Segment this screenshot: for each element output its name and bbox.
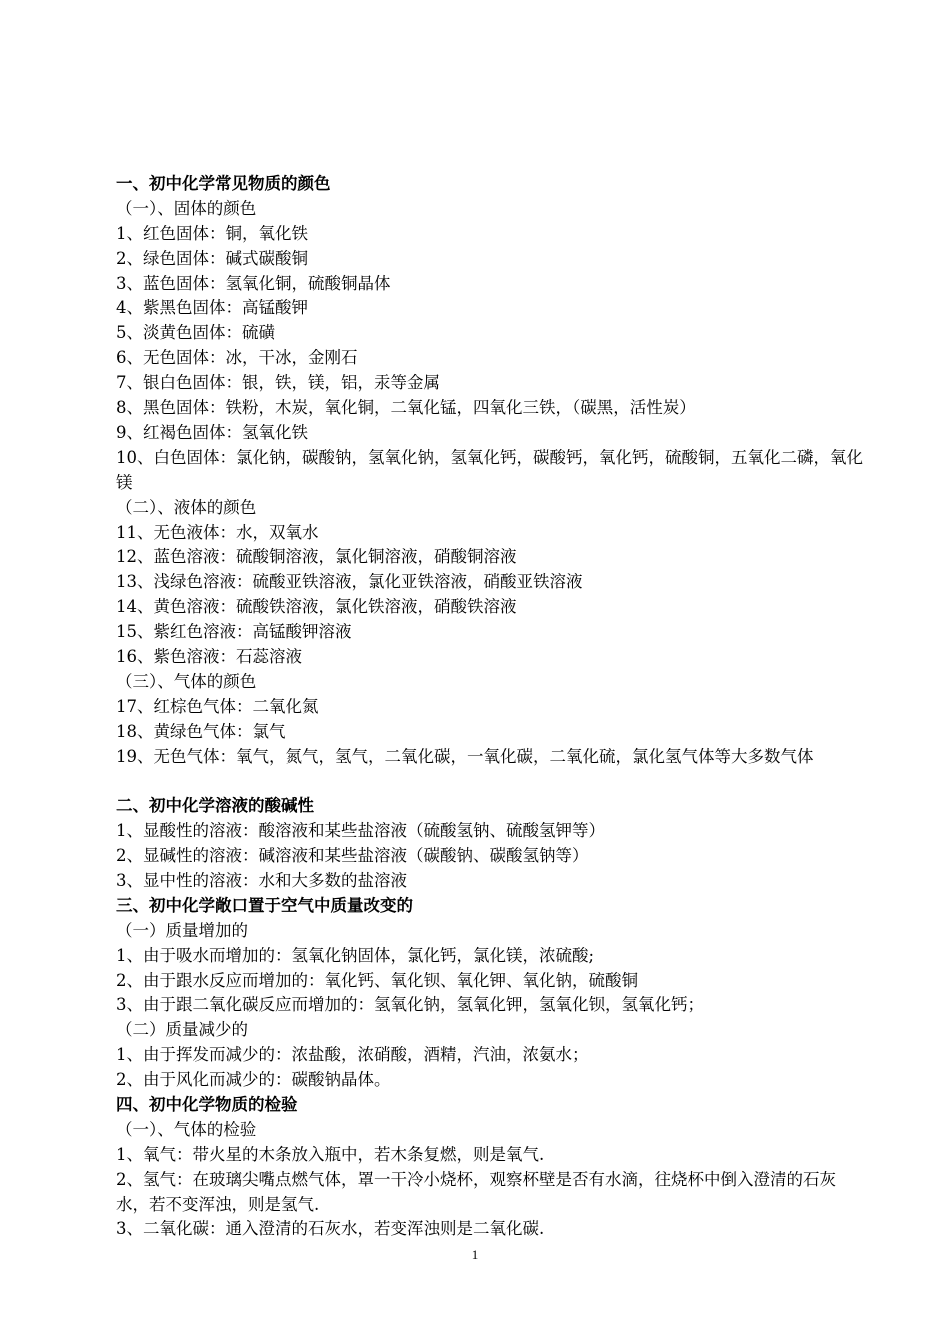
list-item: 3、蓝色固体：氢氧化铜，硫酸铜晶体 [116,273,391,293]
list-item: 1、显酸性的溶液：酸溶液和某些盐溶液（硫酸氢钠、硫酸氢钾等） [116,821,605,841]
list-item: 2、由于风化而减少的：碳酸钠晶体。 [116,1070,391,1090]
subsection-heading: （二）质量减少的 [116,1020,248,1040]
subsection-heading: （一）质量增加的 [116,920,248,940]
list-item: 2、由于跟水反应而增加的：氧化钙、氧化钡、氧化钾、氧化钠，硫酸铜 [116,970,638,990]
list-item: 15、紫红色溶液：高锰酸钾溶液 [116,622,352,642]
list-item: 14、黄色溶液：硫酸铁溶液，氯化铁溶液，硝酸铁溶液 [116,597,517,617]
list-item: 12、蓝色溶液：硫酸铜溶液，氯化铜溶液，硝酸铜溶液 [116,547,517,567]
section-heading: 二、初中化学溶液的酸碱性 [116,796,314,816]
list-item: 3、显中性的溶液：水和大多数的盐溶液 [116,870,407,890]
list-item: 10、白色固体：氯化钠，碳酸钠，氢氧化钠，氢氧化钙，碳酸钙，氧化钙，硫酸铜，五氧化二磷，氧化镁 [116,447,863,492]
list-item: 16、紫色溶液：石蕊溶液 [116,646,302,666]
list-item: 7、银白色固体：银，铁，镁，铝，汞等金属 [116,373,440,393]
section-heading: 四、初中化学物质的检验 [116,1094,298,1114]
subsection-heading: （三）、气体的颜色 [116,671,257,691]
section-heading: 三、初中化学敞口置于空气中质量改变的 [116,895,413,915]
subsection-heading: （一）、气体的检验 [116,1119,257,1139]
list-item: 18、黄绿色气体：氯气 [116,721,286,741]
page-number: 1 [471,1247,479,1262]
list-item: 13、浅绿色溶液：硫酸亚铁溶液，氯化亚铁溶液，硝酸亚铁溶液 [116,572,583,592]
document-body [116,172,868,1242]
list-item: 9、红褐色固体：氢氧化铁 [116,422,308,442]
list-item: 5、淡黄色固体：硫磺 [116,323,275,343]
list-item: 1、氧气：带火星的木条放入瓶中，若木条复燃，则是氧气. [116,1144,545,1164]
list-item: 1、由于挥发而减少的：浓盐酸，浓硝酸，酒精，汽油，浓氨水； [116,1045,589,1065]
list-item: 11、无色液体：水，双氧水 [116,522,319,542]
list-item: 3、由于跟二氧化碳反应而增加的：氢氧化钠，氢氧化钾，氢氧化钡，氢氧化钙； [116,995,704,1015]
list-item: 8、黑色固体：铁粉，木炭，氧化铜，二氧化锰，四氧化三铁，（碳黑，活性炭） [116,398,696,418]
list-item: 1、红色固体：铜，氧化铁 [116,223,308,243]
list-item: 2、绿色固体：碱式碳酸铜 [116,248,308,268]
list-item: 17、红棕色气体：二氧化氮 [116,696,319,716]
list-item: 3、二氧化碳：通入澄清的石灰水，若变浑浊则是二氧化碳. [116,1219,545,1239]
list-item: 2、显碱性的溶液：碱溶液和某些盐溶液（碳酸钠、碳酸氢钠等） [116,846,589,866]
list-item: 1、由于吸水而增加的：氢氧化钠固体，氯化钙，氯化镁，浓硫酸; [116,945,595,965]
list-item: 4、紫黑色固体：高锰酸钾 [116,298,308,318]
section-heading: 一、初中化学常见物质的颜色 [116,174,331,193]
subsection-heading: （二）、液体的颜色 [116,497,257,517]
list-item: 2、氢气：在玻璃尖嘴点燃气体，罩一干冷小烧杯，观察杯壁是否有水滴，往烧杯中倒入澄清的石灰水，若不变浑浊，则是氢气. [116,1169,836,1214]
list-item: 19、无色气体：氧气，氮气，氢气，二氧化碳，一氧化碳，二氧化硫，氯化氢气体等大多数气体 [116,746,814,766]
list-item: 6、无色固体：冰，干冰，金刚石 [116,348,358,368]
blank-line [116,769,868,794]
subsection-heading: （一）、固体的颜色 [116,198,257,218]
